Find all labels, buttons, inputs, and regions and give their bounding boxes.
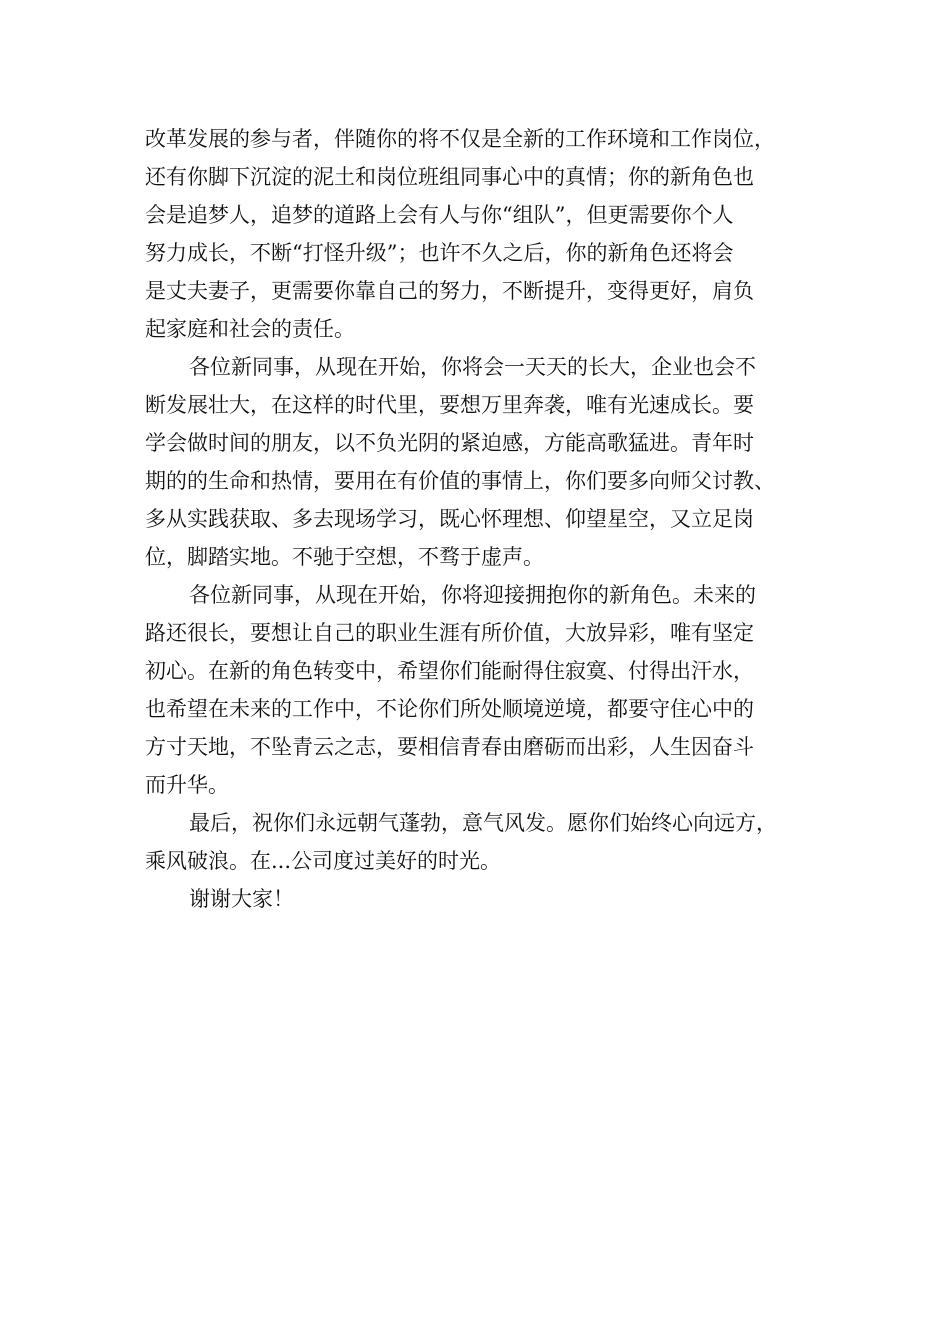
text-line: 学会做时间的朋友，以不负光阴的紧迫感，方能高歌猛进。青年时 (145, 431, 754, 455)
paragraph-wishes (145, 804, 835, 880)
text-line: 断发展壮大，在这样的时代里，要想万里奔袭，唯有光速成长。要 (145, 393, 754, 417)
text-line: 起家庭和社会的责任。 (145, 317, 355, 341)
text-line: 乘风破浪。在...公司度过美好的时光。 (145, 849, 502, 873)
text-line: 各位新同事，从现在开始，你将迎接拥抱你的新角色。未来的 (189, 583, 756, 607)
text-line: 而升华。 (145, 773, 229, 797)
text-line: 也希望在未来的工作中，不论你们所处顺境逆境，都要守住心中的 (145, 697, 754, 721)
paragraph-new-role (145, 576, 835, 804)
text-line: 改革发展的参与者，伴随你的将不仅是全新的工作环境和工作岗位， (145, 127, 775, 151)
text-line: 会是追梦人，追梦的道路上会有人与你“组队”，但更需要你个人 (145, 203, 734, 227)
text-line: 路还很长，要想让自己的职业生涯有所价值，大放异彩，唯有坚定 (145, 621, 754, 645)
paragraph-thanks (145, 880, 835, 918)
closing-line: 谢谢大家！ (189, 887, 294, 911)
text-line: 是丈夫妻子，更需要你靠自己的努力，不断提升，变得更好，肩负 (145, 279, 754, 303)
text-line: 各位新同事，从现在开始，你将会一天天的长大，企业也会不 (189, 355, 756, 379)
paragraph-roles (145, 120, 835, 348)
text-line: 多从实践获取、多去现场学习，既心怀理想、仰望星空，又立足岗 (145, 507, 754, 531)
text-line: 方寸天地，不坠青云之志，要相信青春由磨砺而出彩，人生因奋斗 (145, 735, 754, 759)
text-line: 期的的生命和热情，要用在有价值的事情上，你们要多向师父讨教、 (145, 469, 775, 493)
document-body (145, 120, 835, 918)
text-line: 努力成长，不断“打怪升级”；也许不久之后，你的新角色还将会 (145, 241, 734, 265)
text-line: 还有你脚下沉淀的泥土和岗位班组同事心中的真情；你的新角色也 (145, 165, 754, 189)
text-line: 位，脚踏实地。不驰于空想，不骛于虚声。 (145, 545, 544, 569)
paragraph-growth (145, 348, 835, 576)
text-line: 初心。在新的角色转变中，希望你们能耐得住寂寞、付得出汗水， (145, 659, 754, 683)
text-line: 最后，祝你们永远朝气蓬勃，意气风发。愿你们始终心向远方， (189, 811, 777, 835)
